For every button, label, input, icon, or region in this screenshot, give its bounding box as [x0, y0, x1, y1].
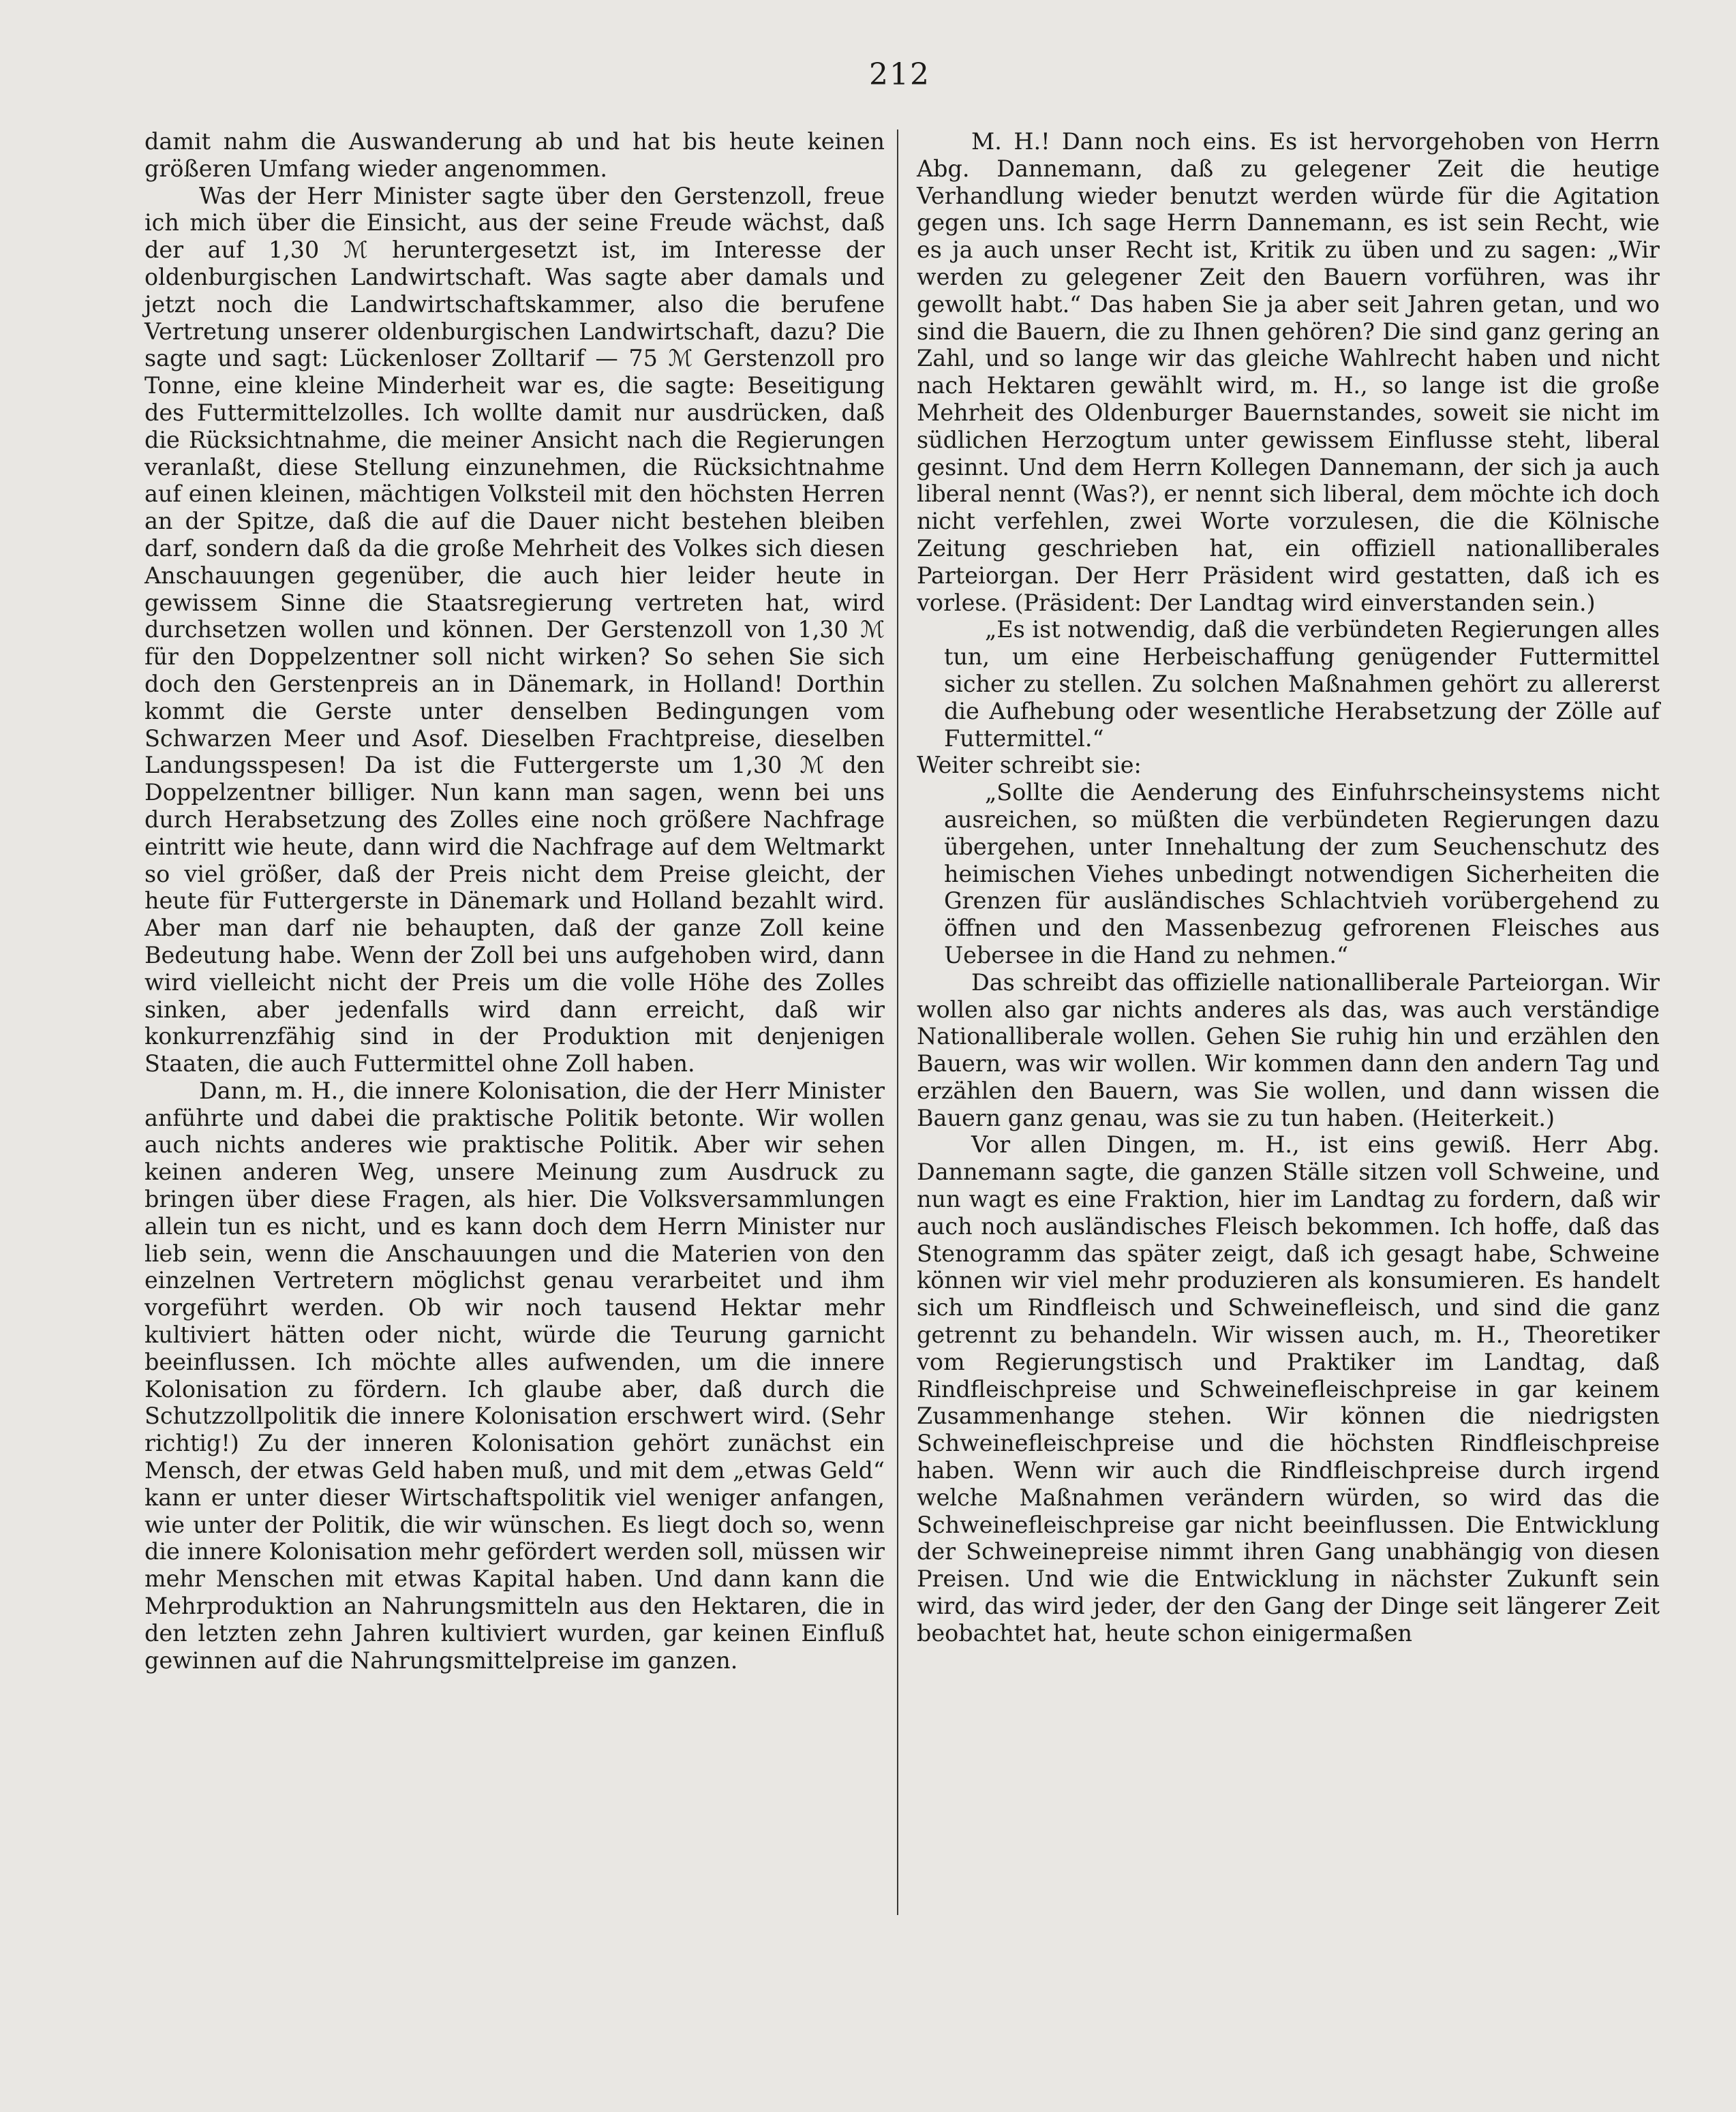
quotation: „Es ist notwendig, daß die verbündeten Regierungen alles tun, um eine Herbeischaffung genügender Futtermittel sicher zu stellen. Zu solchen Maßnahmen gehört zu allererst die Aufhebung oder wesentliche Herabsetzung der Zölle auf Futtermittel.“: [944, 616, 1660, 752]
quotation: „Sollte die Aenderung des Einfuhrscheinsystems nicht ausreichen, so müßten die verbündeten Regierungen dazu übergehen, unter Innehaltung der zum Seuchenschutz des heimischen Viehes unbedingt notwendigen Sicherheiten die Grenzen für ausländisches Schlachtvieh vorübergehend zu öffnen und den Massenbezug gefrorenen Fleisches aus Uebersee in die Hand zu nehmen.“: [944, 779, 1660, 968]
paragraph: M. H.! Dann noch eins. Es ist hervorgehoben von Herrn Abg. Dannemann, daß zu gelegener Zeit die heutige Verhandlung wieder benutzt werden würde für die Agitation gegen uns. Ich sage Herrn Dannemann, es ist sein Recht, wie es ja auch unser Recht ist, Kritik zu üben und zu sagen: „Wir werden zu gelegener Zeit den Bauern vorführen, was ihr gewollt habt.“ Das haben Sie ja aber seit Jahren getan, und wo sind die Bauern, die zu Ihnen gehören? Die sind ganz gering an Zahl, und so lange wir das gleiche Wahlrecht haben und nicht nach Hektaren gewählt wird, m. H., so lange ist die große Mehrheit des Oldenburger Bauernstandes, soweit sie nicht im südlichen Herzogtum unter gewissem Einflusse steht, liberal gesinnt. Und dem Herrn Kollegen Dannemann, der sich ja auch liberal nennt (Was?), er nennt sich liberal, dem möchte ich doch nicht verfehlen, zwei Worte vorzulesen, die die Kölnische Zeitung geschrieben hat, ein offiziell nationalliberales Parteiorgan. Der Herr Präsident wird gestatten, daß ich es vorlese. (Präsident: Der Landtag wird einverstanden sein.): [917, 128, 1660, 616]
paragraph: Das schreibt das offizielle nationalliberale Parteiorgan. Wir wollen also gar nichts anderes als das, was auch verständige Nationalliberale wollen. Gehen Sie ruhig hin und erzählen den Bauern, was wir wollen. Wir kommen dann den andern Tag und erzählen den Bauern, was Sie wollen, und dann wissen die Bauern ganz genau, was sie zu tun haben. (Heiterkeit.): [917, 968, 1660, 1131]
paragraph: Weiter schreibt sie:: [917, 752, 1142, 779]
paragraph: Was der Herr Minister sagte über den Gerstenzoll, freue ich mich über die Einsicht, aus der seine Freude wächst, daß der auf 1,30 ℳ heruntergesetzt ist, im Interesse der oldenburgischen Landwirtschaft. Was sagte aber damals und jetzt noch die Landwirtschaftskammer, also die berufene Vertretung unserer oldenburgischen Landwirtschaft, dazu? Die sagte und sagt: Lückenloser Zolltarif — 75 ℳ Gerstenzoll pro Tonne, eine kleine Minderheit war es, die sagte: Beseitigung des Futtermittelzolles. Ich wollte damit nur ausdrücken, daß die Rücksichtnahme, die meiner Ansicht nach die Regierungen veranlaßt, diese Stellung einzunehmen, die Rücksichtnahme auf einen kleinen, mächtigen Volksteil mit den höchsten Herren an der Spitze, daß die auf die Dauer nicht bestehen bleiben darf, sondern daß da die große Mehrheit des Volkes sich diesen Anschauungen gegenüber, die auch hier leider heute in gewissem Sinne die Staatsregierung vertreten hat, wird durchsetzen wollen und können. Der Gerstenzoll von 1,30 ℳ für den Doppelzentner soll nicht wirken? So sehen Sie sich doch den Gerstenpreis an in Dänemark, in Holland! Dorthin kommt die Gerste unter denselben Bedingungen vom Schwarzen Meer und Asof. Dieselben Frachtpreise, dieselben Landungsspesen! Da ist die Futtergerste um 1,30 ℳ den Doppelzentner billiger. Nun kann man sagen, wenn bei uns durch Herabsetzung des Zolles eine noch größere Nachfrage eintritt wie heute, dann wird die Nachfrage auf dem Weltmarkt so viel größer, daß der Preis nicht dem Preise gleicht, der heute für Futtergerste in Dänemark und Holland bezahlt wird. Aber man darf nie behaupten, daß der ganze Zoll keine Bedeutung habe. Wenn der Zoll bei uns aufgehoben wird, dann wird vielleicht nicht der Preis um die volle Höhe des Zolles sinken, aber jedenfalls wird dann erreicht, daß wir konkurrenzfähig sind in der Produktion mit denjenigen Staaten, die auch Futtermittel ohne Zoll haben.: [144, 182, 885, 1077]
left-column: [144, 128, 885, 1674]
right-column: [917, 128, 1660, 1647]
paragraph: Vor allen Dingen, m. H., ist eins gewiß. Herr Abg. Dannemann sagte, die ganzen Ställe sitzen voll Schweine, und nun wagt es eine Fraktion, hier im Landtag zu fordern, daß wir auch noch ausländisches Fleisch bekommen. Ich hoffe, daß das Stenogramm das später zeigt, daß ich gesagt habe, Schweine können wir viel mehr produzieren als konsumieren. Es handelt sich um Rindfleisch und Schweinefleisch, und sind die ganz getrennt zu behandeln. Wir wissen auch, m. H., Theoretiker vom Regierungstisch und Praktiker im Landtag, daß Rindfleischpreise und Schweinefleischpreise in gar keinem Zusammenhange stehen. Wir können die niedrigsten Schweinefleischpreise und die höchsten Rindfleischpreise haben. Wenn wir auch die Rindfleischpreise durch irgend welche Maßnahmen verändern würden, so wird das die Schweinefleischpreise gar nicht beeinflussen. Die Entwicklung der Schweinepreise nimmt ihren Gang unabhängig von diesen Preisen. Und wie die Entwicklung in nächster Zukunft sein wird, das wird jeder, der den Gang der Dinge seit längerer Zeit beobachtet hat, heute schon einigermaßen: [917, 1131, 1660, 1647]
column-divider: [897, 129, 898, 1915]
page-number: 212: [869, 57, 930, 92]
paragraph: Dann, m. H., die innere Kolonisation, die der Herr Minister anführte und dabei die praktische Politik betonte. Wir wollen auch nichts anderes wie praktische Politik. Aber wir sehen keinen anderen Weg, unsere Meinung zum Ausdruck zu bringen über diese Fragen, als hier. Die Volksversammlungen allein tun es nicht, und es kann doch dem Herrn Minister nur lieb sein, wenn die Anschauungen und die Materien von den einzelnen Vertretern möglichst genau verarbeitet und ihm vorgeführt werden. Ob wir noch tausend Hektar mehr kultiviert hätten oder nicht, würde die Teurung garnicht beeinflussen. Ich möchte alles aufwenden, um die innere Kolonisation zu fördern. Ich glaube aber, daß durch die Schutzzollpolitik die innere Kolonisation erschwert wird. (Sehr richtig!) Zu der inneren Kolonisation gehört zunächst ein Mensch, der etwas Geld haben muß, und mit dem „etwas Geld“ kann er unter dieser Wirtschaftspolitik viel weniger anfangen, wie unter der Politik, die wir wünschen. Es liegt doch so, wenn die innere Kolonisation mehr gefördert werden soll, müssen wir mehr Menschen mit etwas Kapital haben. Und dann kann die Mehrproduktion an Nahrungsmitteln aus den Hektaren, die in den letzten zehn Jahren kultiviert wurden, gar keinen Einfluß gewinnen auf die Nahrungsmittelpreise im ganzen.: [144, 1077, 885, 1674]
paragraph: damit nahm die Auswanderung ab und hat bis heute keinen größeren Umfang wieder angenommen.: [144, 128, 885, 182]
